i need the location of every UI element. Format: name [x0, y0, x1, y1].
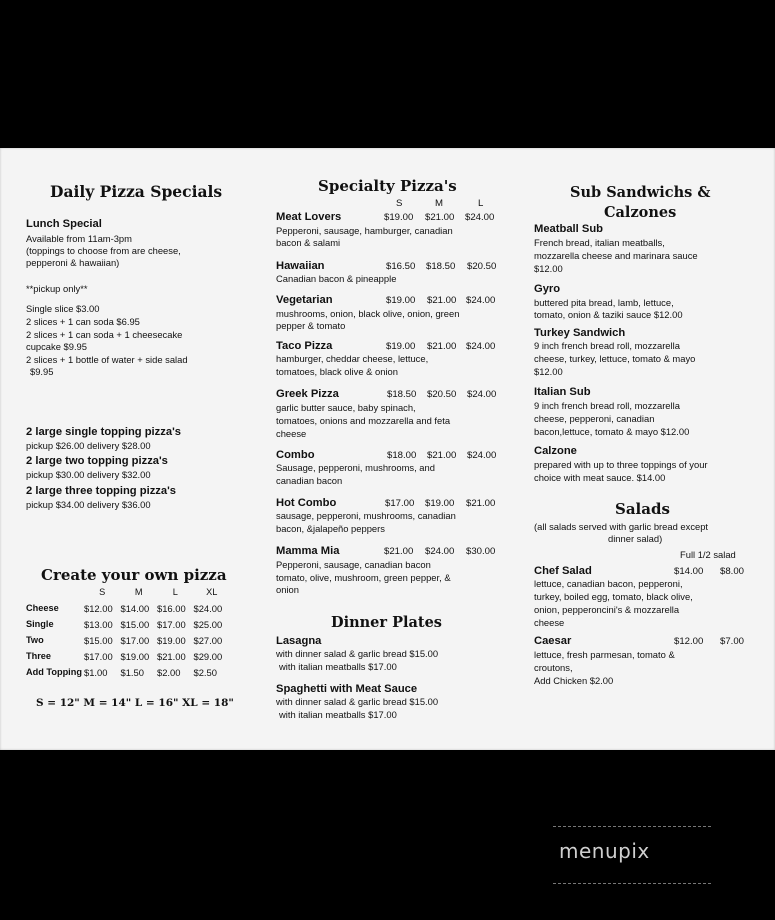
- sub-description: cheese, pepperoni, canadian: [534, 413, 655, 424]
- sub-description: 9 inch french bread roll, mozzarella: [534, 400, 680, 411]
- table-row: [26, 664, 230, 680]
- price-m: $21.00: [425, 212, 455, 223]
- price-cell: $27.00: [193, 634, 223, 646]
- pizza-description: cheese: [276, 428, 307, 439]
- price-cell: $24.00: [193, 602, 223, 614]
- salad-description: turkey, boiled egg, tomato, black olive,: [534, 591, 693, 602]
- dinner-name: Lasagna: [276, 635, 322, 647]
- sub-description: mozzarella cheese and marinara sauce: [534, 250, 698, 261]
- price-m: $20.50: [427, 389, 457, 400]
- pizza-name: Hot Combo: [276, 497, 337, 509]
- slice-deal: cupcake $9.95: [26, 341, 87, 352]
- price-m: $21.00: [427, 450, 457, 461]
- watermark-text: menupix: [559, 839, 650, 863]
- sub-name: Gyro: [534, 283, 561, 295]
- menupix-watermark: [553, 826, 711, 884]
- size-header: S: [99, 587, 106, 597]
- sub-name: Turkey Sandwich: [534, 327, 626, 339]
- price-cell: $14.00: [120, 602, 150, 614]
- price-m: $24.00: [425, 546, 455, 557]
- dinner-description: with dinner salad & garlic bread $15.00: [276, 648, 439, 659]
- size-header: S: [396, 198, 403, 209]
- sub-description: $12.00: [534, 366, 563, 377]
- pizza-name: Meat Lovers: [276, 211, 342, 223]
- deal-prices: pickup $34.00 delivery $36.00: [26, 499, 151, 510]
- slice-deal: $9.95: [30, 366, 54, 377]
- pizza-description: Pepperoni, sausage, hamburger, canadian: [276, 225, 453, 236]
- price-cell: $25.00: [193, 618, 223, 630]
- price-cell: $17.00: [120, 634, 150, 646]
- menu-page: [0, 148, 775, 750]
- price-cell: $17.00: [157, 618, 186, 630]
- salad-description: cheese: [534, 617, 565, 628]
- price-l: $24.00: [466, 295, 496, 306]
- price-m: $21.00: [427, 295, 457, 306]
- slice-deal: 2 slices + 1 can soda $6.95: [26, 316, 140, 327]
- pizza-name: Vegetarian: [276, 294, 333, 306]
- salad-description: croutons,: [534, 662, 573, 673]
- price-cell: $13.00: [84, 618, 113, 630]
- salads-note: dinner salad): [608, 533, 663, 544]
- price-cell: $2.50: [193, 666, 217, 678]
- price-s: $16.50: [386, 261, 416, 272]
- price-l: $20.50: [467, 261, 497, 272]
- price-cell: $12.00: [84, 602, 113, 614]
- size-header: M: [435, 198, 443, 209]
- subs-title: Sub Sandwichs &: [570, 184, 711, 201]
- price-l: $24.00: [466, 341, 496, 352]
- pizza-name: Hawaiian: [276, 260, 325, 272]
- row-label: Two: [26, 635, 44, 645]
- price-l: $24.00: [467, 450, 497, 461]
- lunch-line: Available from 11am-3pm: [26, 233, 132, 244]
- deal-prices: pickup $26.00 delivery $28.00: [26, 440, 151, 451]
- size-header: L: [172, 587, 178, 597]
- price-l: $24.00: [467, 389, 497, 400]
- deal-title: 2 large three topping pizza's: [26, 485, 176, 497]
- specialty-pizzas-title: Specialty Pizza's: [318, 177, 457, 195]
- dinner-description: with dinner salad & garlic bread $15.00: [276, 696, 439, 707]
- sub-name: Meatball Sub: [534, 223, 603, 235]
- price-s: $21.00: [384, 546, 414, 557]
- price-half: $7.00: [720, 636, 745, 647]
- pizza-description: mushrooms, onion, black olive, onion, green: [276, 308, 460, 319]
- lunch-line: pepperoni & hawaiian): [26, 257, 120, 268]
- salad-description: lettuce, canadian bacon, pepperoni,: [534, 578, 683, 589]
- size-legend: S = 12" M = 14" L = 16" XL = 18": [36, 697, 234, 709]
- dinner-description: with italian meatballs $17.00: [279, 709, 397, 720]
- slice-deal: 2 slices + 1 can soda + 1 cheesecake: [26, 329, 183, 340]
- pizza-description: tomatoes, black olive & onion: [276, 366, 398, 377]
- salad-name: Chef Salad: [534, 565, 592, 577]
- price-l: $30.00: [466, 546, 496, 557]
- price-cell: $1.00: [84, 666, 108, 678]
- pizza-description: canadian bacon: [276, 475, 343, 486]
- pizza-name: Mamma Mia: [276, 545, 340, 557]
- size-header: L: [478, 198, 484, 209]
- row-label: Single: [26, 619, 54, 629]
- pizza-description: bacon & salami: [276, 237, 341, 248]
- price-cell: $17.00: [84, 650, 113, 662]
- sub-description: cheese, turkey, lettuce, tomato & mayo: [534, 353, 696, 364]
- pizza-description: onion: [276, 584, 299, 595]
- price-cell: $19.00: [120, 650, 150, 662]
- salad-description: lettuce, fresh parmesan, tomato &: [534, 649, 675, 660]
- salads-note: (all salads served with garlic bread except: [534, 521, 709, 532]
- pickup-only-note: **pickup only**: [26, 283, 88, 294]
- table-row: [26, 616, 230, 632]
- salads-title: Salads: [615, 500, 670, 518]
- pizza-description: sausage, pepperoni, mushrooms, canadian: [276, 510, 456, 521]
- salad-description: Add Chicken $2.00: [534, 675, 614, 686]
- price-s: $18.50: [387, 389, 417, 400]
- dinner-name: Spaghetti with Meat Sauce: [276, 683, 418, 695]
- table-row: [26, 600, 230, 616]
- sub-description: choice with meat sauce. $14.00: [534, 472, 666, 483]
- sub-description: French bread, italian meatballs,: [534, 237, 665, 248]
- row-label: Three: [26, 651, 52, 661]
- salad-name: Caesar: [534, 635, 572, 647]
- sub-name: Calzone: [534, 445, 577, 457]
- price-cell: $29.00: [193, 650, 223, 662]
- price-s: $19.00: [386, 341, 416, 352]
- row-label: Add Topping: [26, 667, 82, 677]
- salad-size-header: Full 1/2 salad: [680, 549, 736, 560]
- table-row: [26, 648, 230, 664]
- pizza-name: Combo: [276, 449, 315, 461]
- create-your-own-title: Create your own pizza: [41, 566, 227, 584]
- price-s: $19.00: [384, 212, 414, 223]
- pizza-description: hamburger, cheddar cheese, lettuce,: [276, 353, 429, 364]
- price-cell: $15.00: [84, 634, 113, 646]
- slice-deal: Single slice $3.00: [26, 303, 100, 314]
- pizza-description: bacon, &jalapeño peppers: [276, 523, 385, 534]
- sub-description: 9 inch french bread roll, mozzarella: [534, 340, 680, 351]
- daily-specials-title: Daily Pizza Specials: [50, 182, 223, 201]
- price-cell: $15.00: [120, 618, 150, 630]
- price-m: $18.50: [426, 261, 456, 272]
- salad-description: onion, pepperoncini's & mozzarella: [534, 604, 680, 615]
- size-header-row: [26, 584, 230, 600]
- pizza-description: tomato, olive, mushroom, green pepper, &: [276, 572, 451, 583]
- create-your-own-table: [26, 584, 230, 680]
- pizza-description: Sausage, pepperoni, mushrooms, and: [276, 462, 435, 473]
- size-header: M: [134, 587, 143, 597]
- price-s: $18.00: [387, 450, 417, 461]
- price-cell: $19.00: [157, 634, 186, 646]
- slice-deal: 2 slices + 1 bottle of water + side salad: [26, 354, 188, 365]
- price-s: $17.00: [385, 498, 415, 509]
- price-l: $24.00: [465, 212, 495, 223]
- pizza-description: garlic butter sauce, baby spinach,: [276, 402, 416, 413]
- pizza-description: pepper & tomato: [276, 320, 346, 331]
- size-header: XL: [206, 587, 218, 597]
- lunch-special-title: Lunch Special: [26, 218, 102, 230]
- price-cell: $21.00: [157, 650, 186, 662]
- price-full: $12.00: [674, 636, 704, 647]
- deal-prices: pickup $30.00 delivery $32.00: [26, 469, 151, 480]
- pizza-name: Greek Pizza: [276, 388, 339, 400]
- price-cell: $1.50: [120, 666, 144, 678]
- table-row: [26, 632, 230, 648]
- pizza-description: Pepperoni, sausage, canadian bacon: [276, 559, 431, 570]
- price-l: $21.00: [466, 498, 496, 509]
- price-m: $19.00: [425, 498, 455, 509]
- lunch-line: (toppings to choose from are cheese,: [26, 245, 181, 256]
- price-full: $14.00: [674, 566, 704, 577]
- sub-description: tomato, onion & taziki sauce $12.00: [534, 309, 683, 320]
- price-s: $19.00: [386, 295, 416, 306]
- sub-description: $12.00: [534, 263, 563, 274]
- price-m: $21.00: [427, 341, 457, 352]
- deal-title: 2 large single topping pizza's: [26, 426, 181, 438]
- pizza-description: tomatoes, onions and mozzarella and feta: [276, 415, 451, 426]
- price-cell: $16.00: [157, 602, 186, 614]
- dinner-plates-title: Dinner Plates: [331, 614, 442, 631]
- sub-description: buttered pita bread, lamb, lettuce,: [534, 297, 674, 308]
- price-half: $8.00: [720, 566, 745, 577]
- sub-name: Italian Sub: [534, 386, 591, 398]
- sub-description: prepared with up to three toppings of your: [534, 459, 708, 470]
- sub-description: bacon,lettuce, tomato & mayo $12.00: [534, 426, 690, 437]
- deal-title: 2 large two topping pizza's: [26, 455, 168, 467]
- price-cell: $2.00: [157, 666, 181, 678]
- subs-title: Calzones: [604, 204, 677, 221]
- dinner-description: with italian meatballs $17.00: [279, 661, 397, 672]
- row-label: Cheese: [26, 603, 59, 613]
- pizza-description: Canadian bacon & pineapple: [276, 273, 397, 284]
- pizza-name: Taco Pizza: [276, 340, 333, 352]
